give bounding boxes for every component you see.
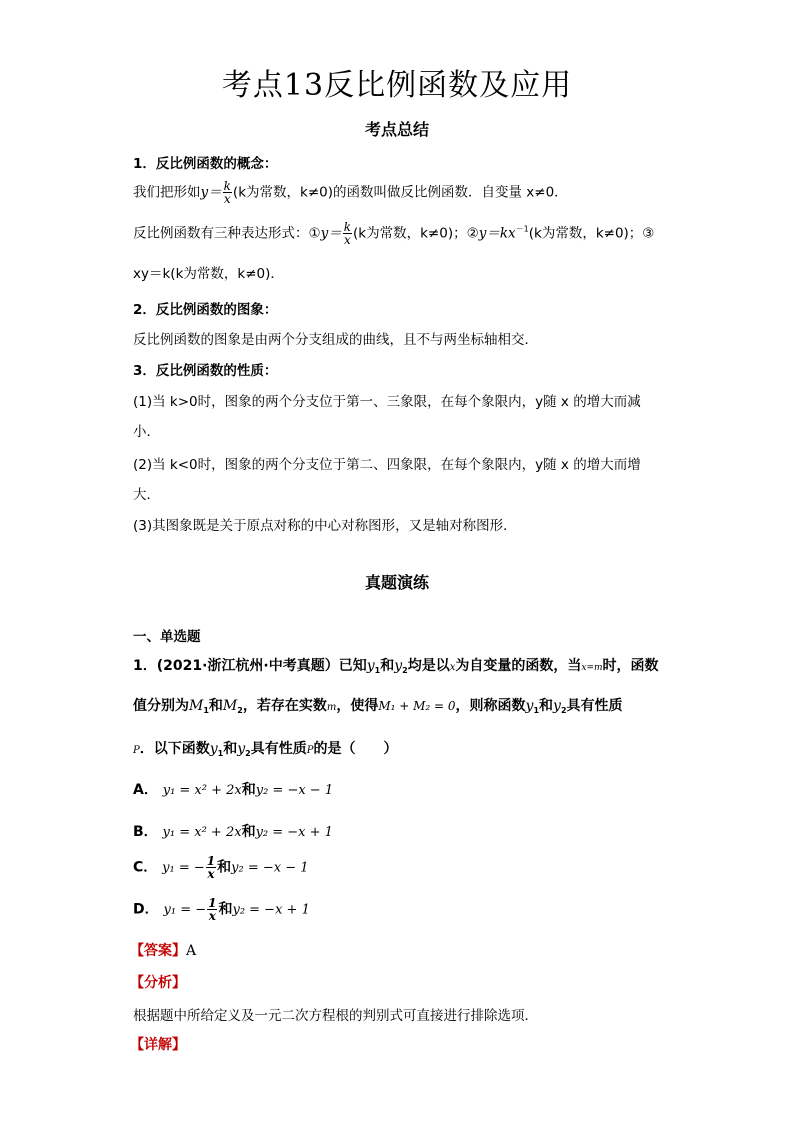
- option-a[interactable]: A． y₁ = x² + 2x和y₂ = −x − 1: [133, 782, 334, 798]
- property-2-line-1: (2)当 k<0时，图象的两个分支位于第二、四象限，在每个象限内，y随 x 的增大而增: [133, 457, 641, 473]
- text-fragment: 的函数叫做反比例函数．自变量: [333, 184, 522, 201]
- analysis-text: 根据题中所给定义及一元二次方程根的判别式可直接进行排除选项．: [133, 1008, 538, 1024]
- concept-form3-line: xy＝k(k为常数，k≠0)．: [133, 266, 284, 282]
- option-b[interactable]: B． y₁ = x² + 2x和y₂ = −x + 1: [133, 824, 333, 840]
- text-fragment: x≠0．: [526, 184, 568, 201]
- heading-concept: 1．反比例函数的概念：: [133, 156, 278, 172]
- fraction-1-over-x: $\frac{1}{x}$: [208, 896, 217, 923]
- math-expression: y＝kx: [478, 225, 516, 242]
- property-1-line-2: 小．: [133, 424, 160, 440]
- property-2-line-2: 大．: [133, 487, 160, 503]
- section-title-practice: 真题演练: [364, 573, 429, 592]
- question-1-line-2: 值分别为$M_1$和$M_2$，若存在实数m，使得M₁ + M₂ = 0，则称函数$y_1$和$y_2$具有性质: [133, 698, 623, 715]
- text-fragment: 反比例函数有三种表达形式：①: [133, 225, 321, 242]
- graph-text: 反比例函数的图象是由两个分支组成的曲线，且不与两坐标轴相交．: [133, 332, 538, 348]
- detail-tag: 【详解】: [130, 1037, 186, 1053]
- text-fragment: (k为常数，k≠0): [232, 184, 333, 201]
- text-fragment: 我们把形如: [133, 184, 201, 201]
- fraction-1-over-x: $\frac{1}{x}$: [206, 854, 216, 881]
- answer-line: [130, 940, 196, 960]
- y-equals: y＝: [200, 184, 222, 201]
- concept-forms-line: [133, 221, 654, 246]
- page-title: 考点13反比例函数及应用: [221, 68, 573, 103]
- text-fragment: (k为常数，k≠0)；②: [353, 225, 479, 242]
- fraction-k-over-x: $\frac{k}{x}$: [343, 220, 352, 247]
- option-c[interactable]: C． y₁ = − $\frac{1}{x}$ 和y₂ = −x − 1: [133, 854, 309, 881]
- fraction-k-over-x: $\frac{k}{x}$: [223, 179, 231, 206]
- question-1-line-3: P．以下函数$y_1$和$y_2$具有性质P的是（ ）: [133, 741, 398, 758]
- question-1-line-1: 1．(2021·浙江杭州·中考真题）已知$y_1$和$y_2$均是以x为自变量的函数，当x=m时，函数: [133, 658, 659, 675]
- answer-tag: 【答案】: [130, 943, 186, 959]
- answer-value: A: [186, 943, 197, 959]
- text-fragment: (k为常数，k≠0)；③: [528, 225, 655, 242]
- section-title-summary: 考点总结: [364, 120, 429, 139]
- heading-properties: 3．反比例函数的性质：: [133, 363, 278, 379]
- question-type-heading: 一、单选题: [133, 629, 201, 645]
- property-1-line-1: (1)当 k>0时，图象的两个分支位于第一、三象限，在每个象限内，y随 x 的增大而减: [133, 394, 641, 410]
- analysis-tag: 【分析】: [130, 975, 186, 991]
- concept-definition-line: [133, 180, 568, 205]
- exponent: －1: [515, 224, 529, 234]
- y-equals: y＝: [320, 225, 342, 242]
- option-d[interactable]: D． y₁ = − $\frac{1}{x}$ 和y₂ = −x + 1: [133, 896, 310, 923]
- property-3: (3)其图象既是关于原点对称的中心对称图形，又是轴对称图形．: [133, 518, 517, 534]
- heading-graph: 2．反比例函数的图象：: [133, 302, 278, 318]
